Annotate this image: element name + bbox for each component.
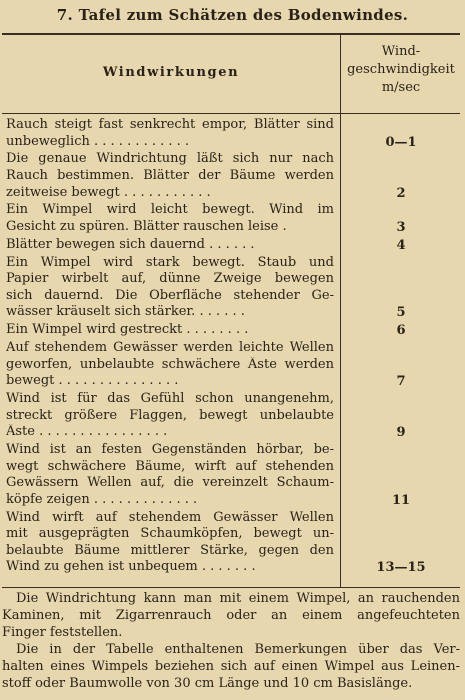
header-windgeschwindigkeit <box>342 43 460 97</box>
row-line: Papier wirbelt auf, dünne Zweige bewegen <box>6 271 334 287</box>
row-line: geworfen, unbelaubte schwächere Äste werden <box>6 356 334 372</box>
table-row-description <box>6 237 334 254</box>
table-row-description <box>6 255 334 321</box>
row-line: sich dauernd. Die Oberfläche stehender Ge- <box>6 287 334 303</box>
footnote-line: halten eines Wimpels beziehen sich auf einen Wimpel aus Leinen- <box>2 659 460 675</box>
table-row-description <box>6 151 334 201</box>
row-line: Wind ist an festen Gegenständen hörbar, be- <box>6 442 334 457</box>
wind-speed-value: 0—1 <box>385 134 417 150</box>
row-line: mit ausgeprägten Schaumköpfen, bewegt un- <box>6 526 334 542</box>
wind-speed-value: 5 <box>396 305 406 321</box>
header-windwirkungen: Windwirkungen <box>102 65 240 80</box>
row-line: bewegt . . . . . . . . . . . . . . . <box>6 373 179 389</box>
row-line: wässer kräuselt sich stärker. . . . . . . <box>6 304 245 320</box>
row-line: belaubte Bäume mittlerer Stärke, gegen den <box>6 542 334 558</box>
header-line: Wind- <box>381 44 421 59</box>
table-row-description <box>6 202 334 235</box>
wind-speed-value: 4 <box>396 237 406 253</box>
row-line: Rauch bestimmen. Blätter der Bäume werden <box>6 167 334 183</box>
row-line: Ein Wimpel wird gestreckt . . . . . . . . <box>6 322 249 338</box>
row-line: Äste . . . . . . . . . . . . . . . . <box>6 424 168 440</box>
row-line: Wind ist für das Gefühl schon unangenehm, <box>6 391 334 406</box>
wind-speed-value: 7 <box>396 374 406 390</box>
footnote <box>2 642 460 692</box>
row-line: Gesicht zu spüren. Blätter rauschen leise . <box>6 218 287 234</box>
table-row-description <box>6 442 334 508</box>
footnote-line: Die Windrichtung kann man mit einem Wimpel, an rauchenden <box>16 591 460 606</box>
wind-speed-value: 11 <box>391 492 411 508</box>
row-line: Ein Wimpel wird leicht bewegt. Wind im <box>6 202 334 218</box>
row-line: Wind zu gehen ist unbequem . . . . . . . <box>6 559 256 575</box>
footnote <box>2 591 460 641</box>
footnote-line: Kaminen, mit Zigarrenrauch oder an einem angefeuchteten <box>2 607 460 623</box>
wind-speed-value: 2 <box>396 185 406 201</box>
row-line: Wind wirft auf stehendem Gewässer Wellen <box>6 509 334 525</box>
row-line: Blätter bewegen sich dauernd . . . . . . <box>6 236 255 252</box>
row-line: Rauch steigt fast senkrecht empor, Blätter sind <box>6 117 334 132</box>
column-divider <box>340 35 341 587</box>
wind-table <box>2 33 460 588</box>
table-row-description <box>6 391 334 441</box>
row-line: Ein Wimpel wird stark bewegt. Staub und <box>6 254 334 270</box>
footnote-line: Finger feststellen. <box>2 624 123 640</box>
wind-speed-value: 9 <box>396 425 406 441</box>
row-line: Auf stehendem Gewässer werden leichte Wellen <box>6 340 334 355</box>
footnote-line: Die in der Tabelle enthaltenen Bemerkungen über das Ver- <box>16 642 460 658</box>
table-row-description <box>6 322 334 339</box>
row-line: streckt größere Flaggen, bewegt unbelaubte <box>6 407 334 423</box>
table-title: 7. Tafel zum Schätzen des Bodenwindes. <box>56 6 409 24</box>
row-line: köpfe zeigen . . . . . . . . . . . . . <box>6 491 198 507</box>
wind-speed-value: 3 <box>396 220 406 235</box>
wind-speed-value: 13—15 <box>376 560 426 576</box>
footnote-line: stoff oder Baumwolle von 30 cm Länge und 10 cm Basislänge. <box>2 675 413 691</box>
table-row-description <box>6 117 334 150</box>
header-line: m/sec <box>381 80 421 95</box>
row-line: Die genaue Windrichtung läßt sich nur nach <box>6 151 334 167</box>
row-line: wegt schwächere Bäume, wirft auf stehenden <box>6 458 334 474</box>
table-row-description <box>6 340 334 390</box>
row-line: unbeweglich . . . . . . . . . . . . <box>6 133 190 149</box>
row-line: zeitweise bewegt . . . . . . . . . . . <box>6 184 211 200</box>
wind-speed-value: 6 <box>396 323 406 339</box>
table-row-description <box>6 510 334 576</box>
header-line: geschwindigkeit <box>347 62 455 77</box>
row-line: Gewässern Wellen auf, die vereinzelt Schaum- <box>6 475 334 491</box>
header-rule <box>2 113 460 114</box>
